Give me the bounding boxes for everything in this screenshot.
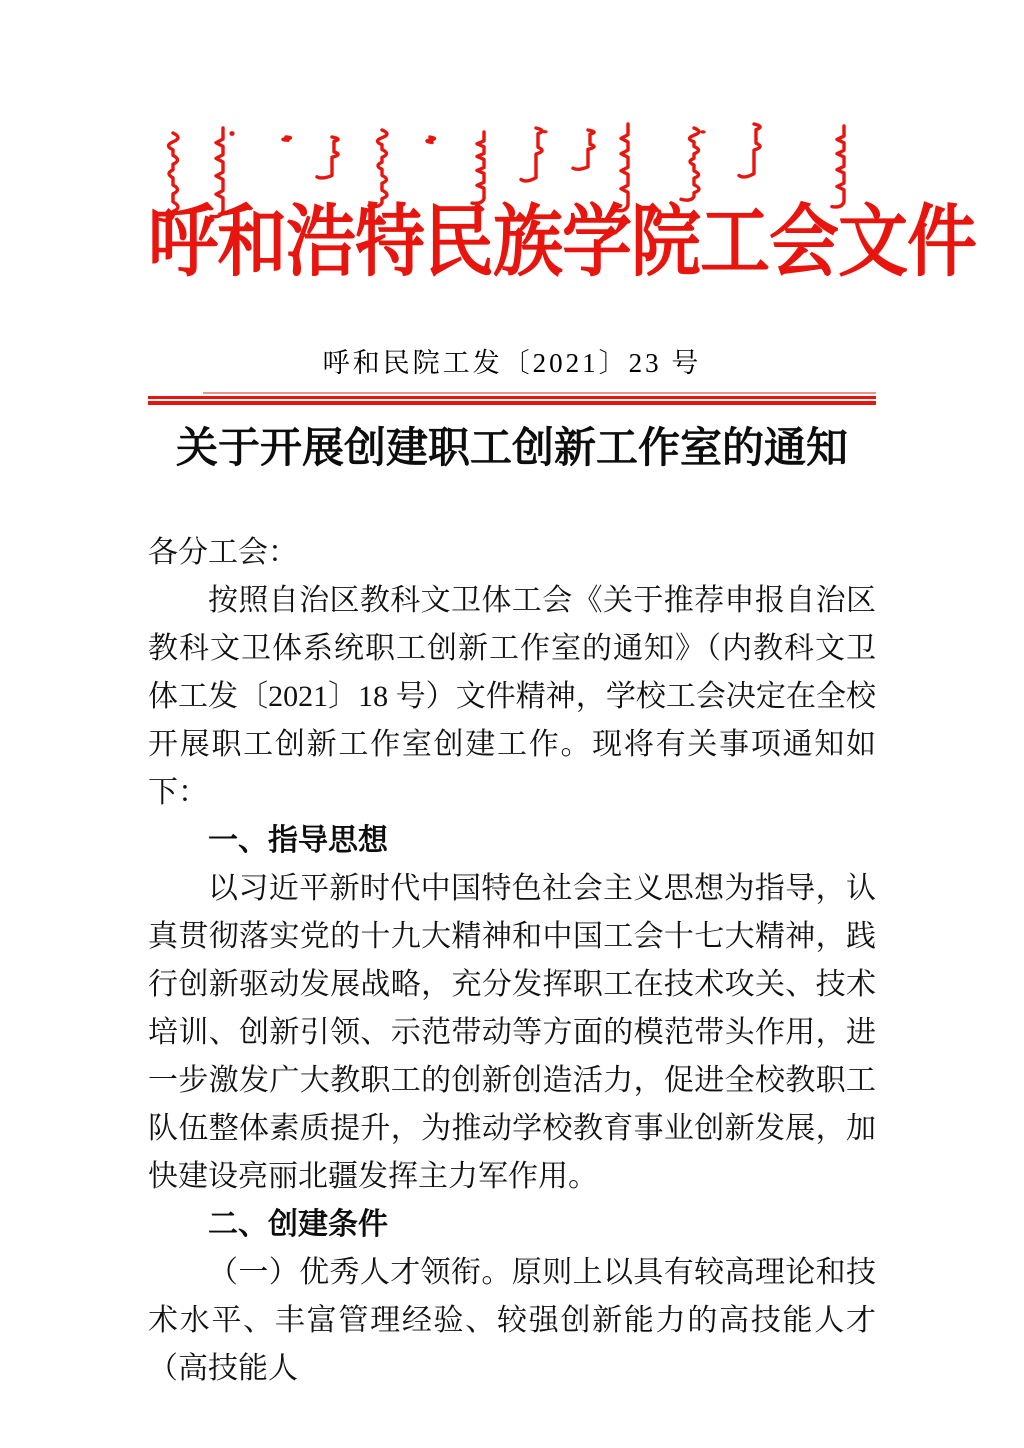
salutation: 各分工会：	[148, 536, 298, 569]
document-body	[148, 577, 876, 1393]
document-title: 关于开展创建职工创新工作室的通知	[175, 426, 848, 472]
body-paragraph: （一）优秀人才领衔。原则上以具有较高理论和技术水平、丰富管理经验、较强创新能力的高技能人才（高技能人	[148, 1256, 876, 1385]
letterhead-separator-rule	[148, 392, 876, 405]
document-number: 呼和民院工发〔2021〕23 号	[322, 348, 702, 378]
section-heading: 一、指导思想	[208, 824, 388, 857]
letterhead-org-title: 呼和浩特民族学院工会文件	[148, 200, 976, 287]
separator-stripe-bottom	[148, 401, 876, 405]
section-heading: 二、创建条件	[208, 1208, 388, 1241]
body-paragraph: 按照自治区教科文卫体工会《关于推荐申报自治区教科文卫体系统职工创新工作室的通知》（内教科文卫体工发〔2021〕18 号）文件精神，学校工会决定在全校开展职工创新工作室创建工作。现将有关事项通知如下：	[148, 584, 876, 809]
body-paragraph: 以习近平新时代中国特色社会主义思想为指导，认真贯彻落实党的十九大精神和中国工会十七大精神，践行创新驱动发展战略，充分发挥职工在技术攻关、技术培训、创新引领、示范带动等方面的模范带头作用，进一步激发广大教职工的创新创造活力，促进全校教职工队伍整体素质提升，为推动学校教育事业创新发展，加快建设亮丽北疆发挥主力军作用。	[148, 872, 876, 1193]
